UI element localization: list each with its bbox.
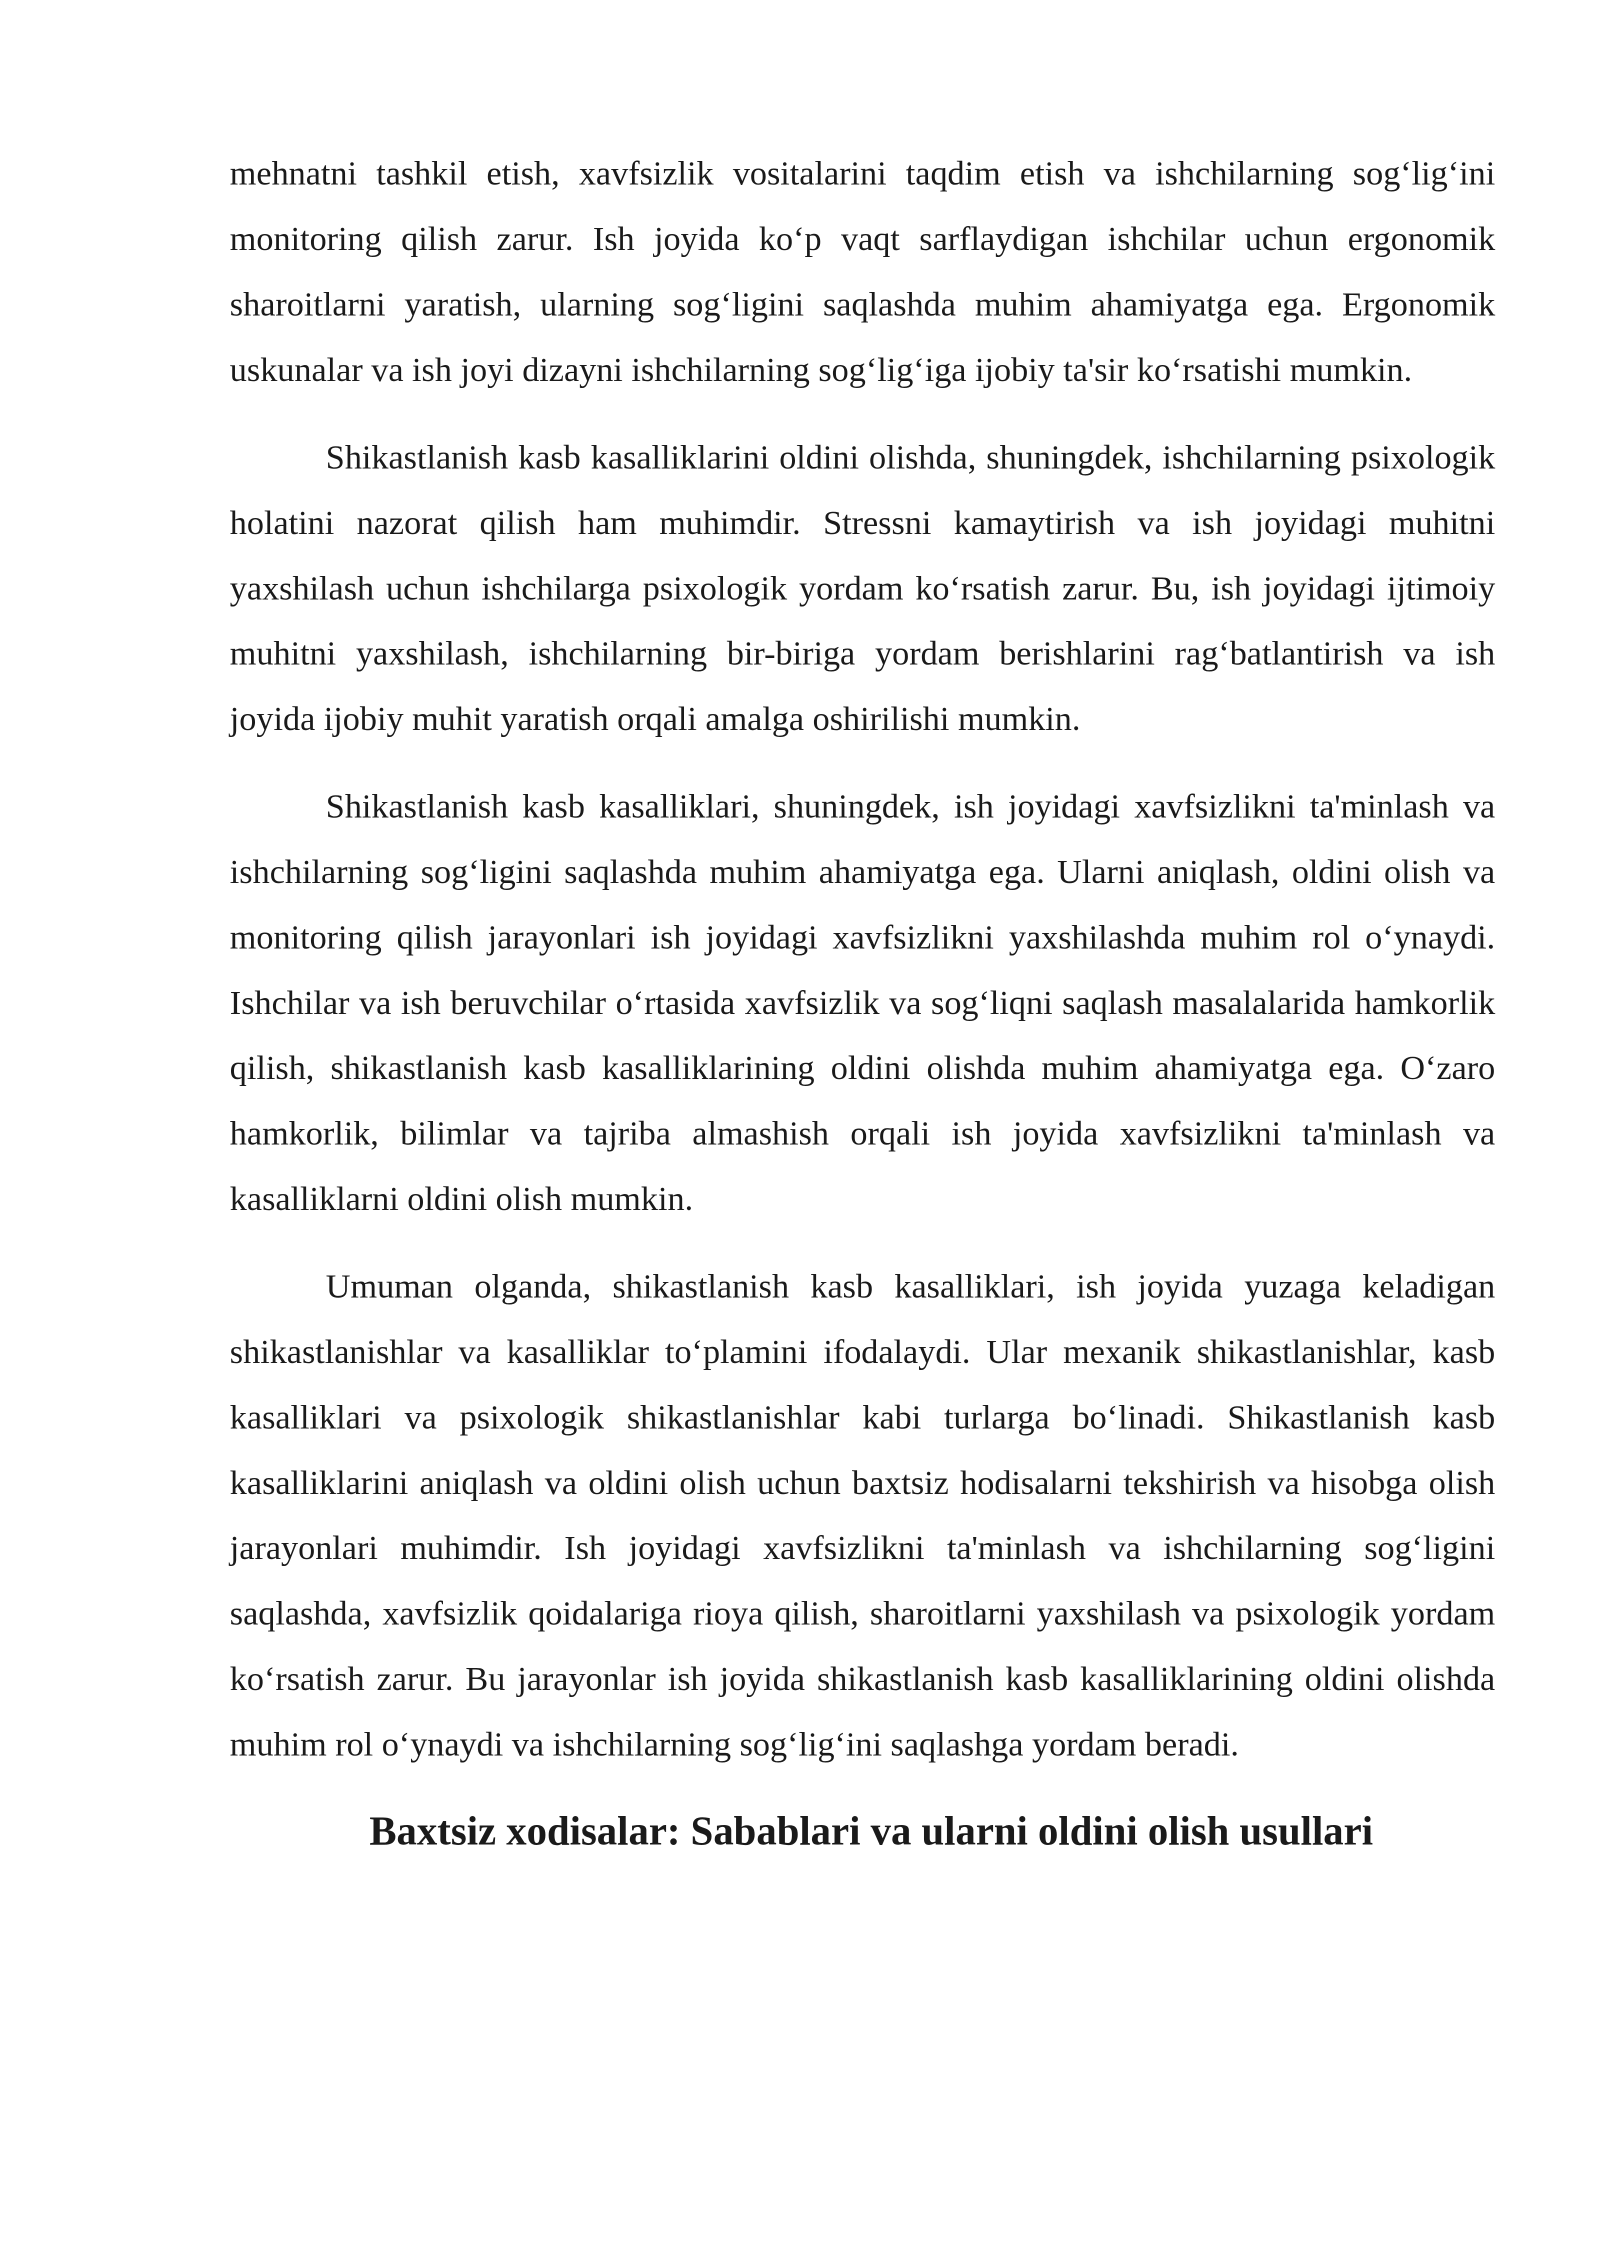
paragraph-3: Shikastlanish kasb kasalliklari, shuningdek, ish joyidagi xavfsizlikni ta'minlash va ishchilarning sog‘ligini saqlashda muhim ahamiyatga ega. Ularni aniqlash, oldini olish va monitoring qilish jarayonlari ish joyidagi xavfsizlikni yaxshilashda muhim rol o‘ynaydi. Ishchilar va ish beruvchilar o‘rtasida xavfsizlik va sog‘liqni saqlash masalalarida hamkorlik qilish, shikastlanish kasb kasalliklarining oldini olishda muhim ahamiyatga ega. O‘zaro hamkorlik, bilimlar va tajriba almashish orqali ish joyida xavfsizlikni ta'minlash va kasalliklarni oldini olish mumkin. — [229, 788, 1496, 1219]
paragraph-4: Umuman olganda, shikastlanish kasb kasalliklari, ish joyida yuzaga keladigan shikastlanishlar va kasalliklar to‘plamini ifodalaydi. Ular mexanik shikastlanishlar, kasb kasalliklari va psixologik shikastlanishlar kabi turlarga bo‘linadi. Shikastlanish kasb kasalliklarini aniqlash va oldini olish uchun baxtsiz hodisalarni tekshirish va hisobga olish jarayonlari muhimdir. Ish joyidagi xavfsizlikni ta'minlash va ishchilarning sog‘ligini saqlashda, xavfsizlik qoidalariga rioya qilish, sharoitlarni yaxshilash va psixologik yordam ko‘rsatish zarur. Bu jarayonlar ish joyida shikastlanish kasb kasalliklarining oldini olishda muhim rol o‘ynaydi va ishchilarning sog‘lig‘ini saqlashga yordam beradi. — [229, 1268, 1496, 1765]
paragraph-2: Shikastlanish kasb kasalliklarini oldini olishda, shuningdek, ishchilarning psixologik holatini nazorat qilish ham muhimdir. Stressni kamaytirish va ish joyidagi muhitni yaxshilash uchun ishchilarga psixologik yordam ko‘rsatish zarur. Bu, ish joyidagi ijtimoiy muhitni yaxshilash, ishchilarning bir-biriga yordam berishlarini rag‘batlantirish va ish joyida ijobiy muhit yaratish orqali amalga oshirilishi mumkin. — [229, 439, 1496, 739]
document-body — [230, 143, 1495, 1865]
section-heading: Baxtsiz xodisalar: Sabablari va ularni oldini olish usullari — [369, 1809, 1374, 1855]
paragraph-1: mehnatni tashkil etish, xavfsizlik vositalarini taqdim etish va ishchilarning sog‘lig‘ini monitoring qilish zarur. Ish joyida ko‘p vaqt sarflaydigan ishchilar uchun ergonomik sharoitlarni yaratish, ularning sog‘ligini saqlashda muhim ahamiyatga ega. Ergonomik uskunalar va ish joyi dizayni ishchilarning sog‘lig‘iga ijobiy ta'sir ko‘rsatishi mumkin. — [229, 155, 1496, 390]
